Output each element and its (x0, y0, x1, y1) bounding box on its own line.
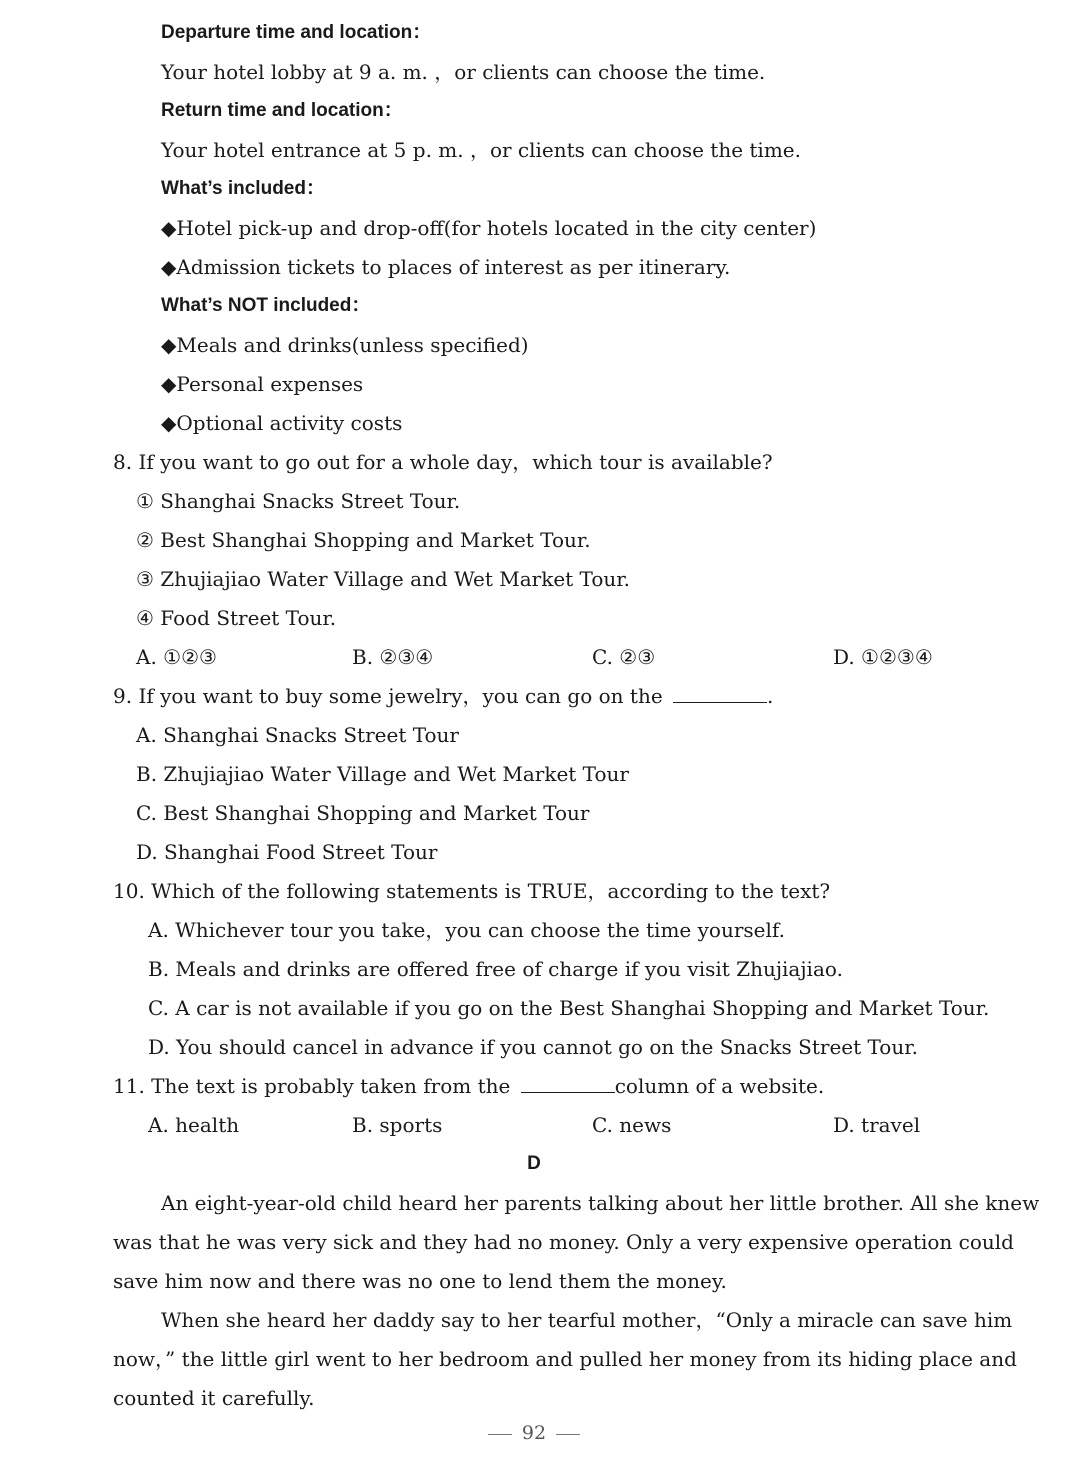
return-text: Your hotel entrance at 5 p. m. ，or clients can choose the time. (161, 138, 801, 162)
question-8-item: ④ Food Street Tour. (136, 606, 337, 630)
question-11-option-c: C. news (592, 1113, 672, 1137)
question-10-option-d: D. You should cancel in advance if you cannot go on the Snacks Street Tour. (148, 1035, 918, 1059)
return-heading: Return time and location： (161, 100, 403, 121)
answer-blank (521, 1074, 615, 1093)
paragraph-2-line: counted it carefully. (113, 1386, 315, 1410)
paragraph-1-line: save him now and there was no one to lend them the money. (113, 1269, 727, 1293)
question-11-stem-text: 11. The text is probably taken from the (113, 1074, 511, 1098)
section-heading: D (527, 1153, 541, 1174)
question-8-option-a: A. ①②③ (136, 645, 217, 669)
included-item: ◆Hotel pick-up and drop-off(for hotels located in the city center) (161, 216, 817, 240)
departure-heading: Departure time and location： (161, 22, 432, 43)
not-included-item: ◆Optional activity costs (161, 411, 403, 435)
page-footer (0, 1420, 1068, 1446)
question-11-stem (113, 1073, 824, 1099)
question-9-option-a: A. Shanghai Snacks Street Tour (136, 723, 459, 747)
not-included-item: ◆Meals and drinks(unless specified) (161, 333, 529, 357)
question-8-option-d: D. ①②③④ (833, 645, 933, 669)
not-included-item: ◆Personal expenses (161, 372, 364, 396)
question-11-option-a: A. health (148, 1113, 240, 1137)
paragraph-1-line: An eight-year-old child heard her parents talking about her little brother. All she knew (161, 1191, 1040, 1215)
question-8-option-b: B. ②③④ (352, 645, 434, 669)
paragraph-2-line: now，” the little girl went to her bedroom and pulled her money from its hiding place and (113, 1347, 1017, 1371)
question-10-option-c: C. A car is not available if you go on the Best Shanghai Shopping and Market Tour. (148, 996, 990, 1020)
question-9-stem-text: 9. If you want to buy some jewelry，you can go on the (113, 684, 663, 708)
question-9-option-d: D. Shanghai Food Street Tour (136, 840, 438, 864)
question-11-option-d: D. travel (833, 1113, 921, 1137)
question-8-stem: 8. If you want to go out for a whole day，which tour is available? (113, 450, 773, 474)
departure-text: Your hotel lobby at 9 a. m. ，or clients can choose the time. (161, 60, 766, 84)
paragraph-1-line: was that he was very sick and they had no money. Only a very expensive operation could (113, 1230, 1014, 1254)
question-9-stem (113, 683, 773, 709)
question-10-option-a: A. Whichever tour you take，you can choose the time yourself. (148, 918, 785, 942)
question-9-stem-end: . (767, 684, 774, 708)
footer-dash-left (488, 1434, 512, 1435)
question-9-option-b: B. Zhujiajiao Water Village and Wet Market Tour (136, 762, 629, 786)
question-8-option-c: C. ②③ (592, 645, 656, 669)
page-number: 92 (521, 1422, 547, 1444)
question-10-option-b: B. Meals and drinks are offered free of charge if you visit Zhujiajiao. (148, 957, 843, 981)
question-10-stem: 10. Which of the following statements is TRUE，according to the text? (113, 879, 831, 903)
question-8-item: ③ Zhujiajiao Water Village and Wet Market Tour. (136, 567, 630, 591)
question-8-item: ① Shanghai Snacks Street Tour. (136, 489, 461, 513)
paragraph-2-line: When she heard her daddy say to her tearful mother，“Only a miracle can save him (161, 1308, 1013, 1332)
not-included-heading: What’s NOT included： (161, 295, 371, 316)
included-heading: What’s included： (161, 178, 325, 199)
question-11-option-b: B. sports (352, 1113, 443, 1137)
question-11-stem-end: column of a website. (614, 1074, 825, 1098)
answer-blank (673, 684, 767, 703)
question-9-option-c: C. Best Shanghai Shopping and Market Tour (136, 801, 590, 825)
footer-dash-right (556, 1434, 580, 1435)
question-8-item: ② Best Shanghai Shopping and Market Tour. (136, 528, 591, 552)
included-item: ◆Admission tickets to places of interest as per itinerary. (161, 255, 731, 279)
